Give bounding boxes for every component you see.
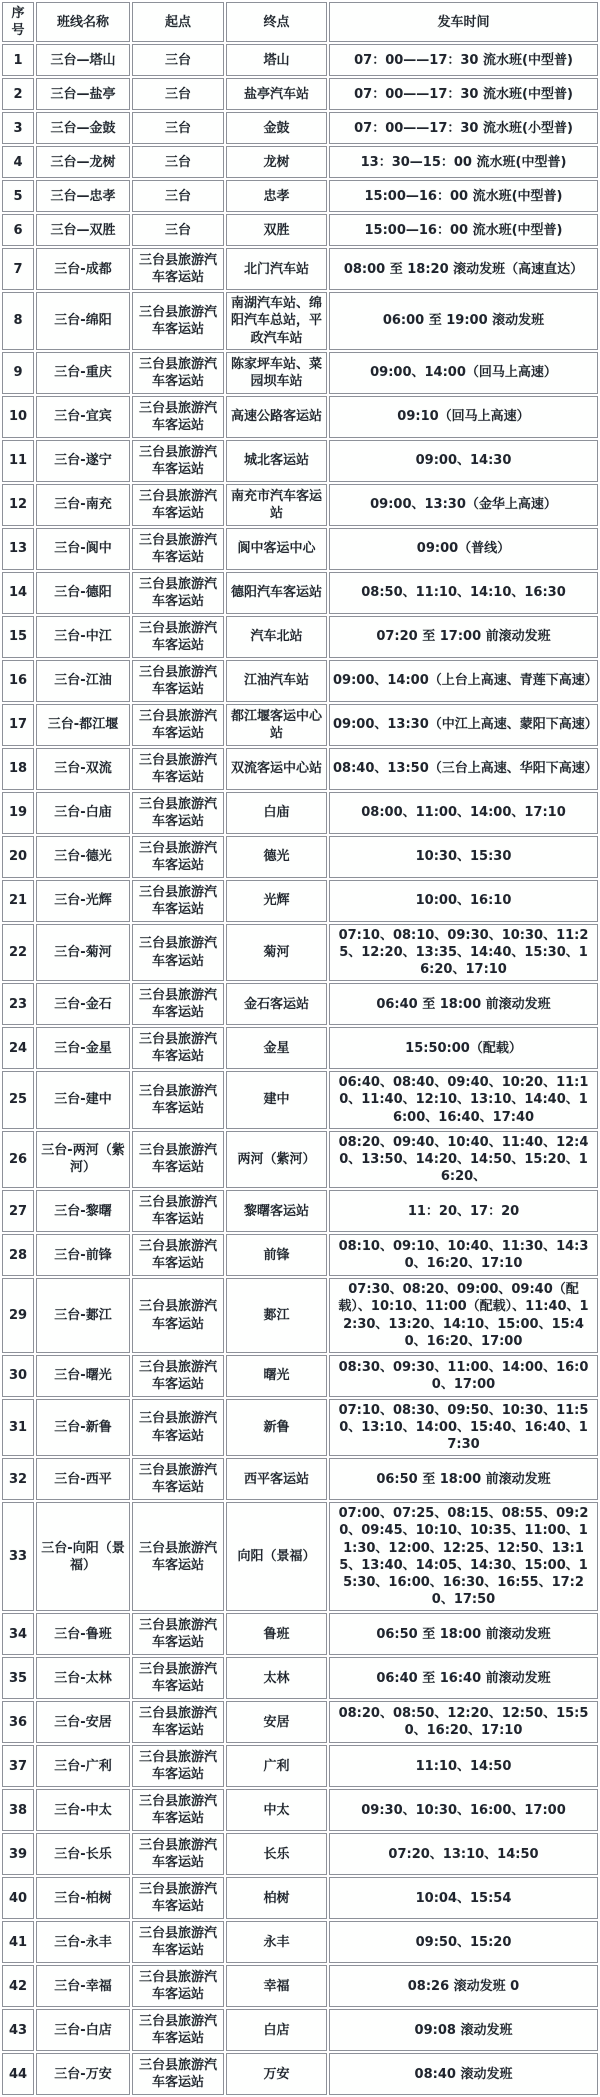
table-row [2, 2009, 598, 2051]
departure-time-cell: 07:30、08:20、09:00、09:40（配载）、10:10、11:00（配载）、11:40、12:30、13:20、14:10、15:00、15:40、16:20、17:00 [329, 1278, 598, 1353]
route-name-cell: 三台-建中 [36, 1071, 130, 1128]
row-number-cell: 10 [2, 396, 34, 438]
table-row [2, 1613, 598, 1655]
table-row [2, 983, 598, 1025]
departure-time-cell: 09:00、14:00（上台上高速、青莲下高速） [329, 660, 598, 702]
route-name-cell: 三台—盐亭 [36, 78, 130, 110]
route-name-cell: 三台-永丰 [36, 1921, 130, 1963]
row-number-cell: 27 [2, 1190, 34, 1232]
destination-cell: 西平客运站 [226, 1458, 327, 1500]
row-number-cell: 4 [2, 146, 34, 178]
row-number-cell: 36 [2, 1701, 34, 1743]
route-name-cell: 三台-中江 [36, 616, 130, 658]
destination-cell: 忠孝 [226, 180, 327, 212]
row-number-cell: 9 [2, 352, 34, 394]
table-row [2, 1071, 598, 1128]
route-name-cell: 三台-曙光 [36, 1355, 130, 1397]
table-row [2, 1278, 598, 1353]
row-number-cell: 32 [2, 1458, 34, 1500]
route-name-cell: 三台—龙树 [36, 146, 130, 178]
route-name-cell: 三台-安居 [36, 1701, 130, 1743]
destination-cell: 双流客运中心站 [226, 748, 327, 790]
destination-cell: 南充市汽车客运站 [226, 484, 327, 526]
table-row [2, 1833, 598, 1875]
departure-time-cell: 08:40、13:50（三台上高速、华阳下高速） [329, 748, 598, 790]
origin-cell: 三台县旅游汽车客运站 [132, 292, 224, 349]
table-body [2, 44, 598, 2095]
departure-time-cell: 09:10（回马上高速） [329, 396, 598, 438]
origin-cell: 三台 [132, 180, 224, 212]
origin-cell: 三台县旅游汽车客运站 [132, 748, 224, 790]
table-row [2, 2053, 598, 2095]
table-row [2, 1701, 598, 1743]
departure-time-cell: 10:00、16:10 [329, 880, 598, 922]
header-row [2, 2, 598, 42]
departure-time-cell: 07:00、07:25、08:15、08:55、09:20、09:45、10:10、10:35、11:00、11:30、12:00、12:25、12:50、13:15、13:40、14:05、14:30、15:00、15:30、16:00、16:30、16:55、17:20、17:50 [329, 1502, 598, 1611]
departure-time-cell: 08:20、09:40、10:40、11:40、12:40、13:50、14:20、14:50、15:20、16:20、 [329, 1131, 598, 1188]
departure-time-cell: 09:30、10:30、16:00、17:00 [329, 1789, 598, 1831]
origin-cell: 三台县旅游汽车客运站 [132, 352, 224, 394]
origin-cell: 三台县旅游汽车客运站 [132, 440, 224, 482]
table-row [2, 440, 598, 482]
origin-cell: 三台县旅游汽车客运站 [132, 1745, 224, 1787]
destination-cell: 都江堰客运中心站 [226, 704, 327, 746]
departure-time-cell: 11:10、14:50 [329, 1745, 598, 1787]
destination-cell: 高速公路客运站 [226, 396, 327, 438]
table-header [2, 2, 598, 42]
table-row [2, 1399, 598, 1456]
route-name-cell: 三台-光辉 [36, 880, 130, 922]
origin-cell: 三台县旅游汽车客运站 [132, 880, 224, 922]
header-departure-time: 发车时间 [329, 2, 598, 42]
destination-cell: 幸福 [226, 1965, 327, 2007]
row-number-cell: 40 [2, 1877, 34, 1919]
origin-cell: 三台 [132, 214, 224, 246]
route-name-cell: 三台-万安 [36, 2053, 130, 2095]
route-name-cell: 三台-柏树 [36, 1877, 130, 1919]
departure-time-cell: 06:40、08:40、09:40、10:20、11:10、11:40、12:10、13:10、14:40、16:00、16:40、17:40 [329, 1071, 598, 1128]
row-number-cell: 28 [2, 1234, 34, 1276]
table-row [2, 880, 598, 922]
row-number-cell: 44 [2, 2053, 34, 2095]
departure-time-cell: 08:26 滚动发班 0 [329, 1965, 598, 2007]
origin-cell: 三台县旅游汽车客运站 [132, 528, 224, 570]
destination-cell: 南湖汽车站、绵阳汽车总站，平政汽车站 [226, 292, 327, 349]
destination-cell: 光辉 [226, 880, 327, 922]
origin-cell: 三台县旅游汽车客运站 [132, 836, 224, 878]
departure-time-cell: 07:10、08:30、09:50、10:30、11:50、13:10、14:00、15:40、16:40、17:30 [329, 1399, 598, 1456]
departure-time-cell: 06:40 至 18:00 前滚动发班 [329, 983, 598, 1025]
table-row [2, 248, 598, 290]
origin-cell: 三台县旅游汽车客运站 [132, 1355, 224, 1397]
destination-cell: 鲁班 [226, 1613, 327, 1655]
departure-time-cell: 07:20 至 17:00 前滚动发班 [329, 616, 598, 658]
departure-time-cell: 08:10、09:10、10:40、11:30、14:30、16:20、17:10 [329, 1234, 598, 1276]
destination-cell: 陈家坪车站、菜园坝车站 [226, 352, 327, 394]
table-row [2, 528, 598, 570]
table-row [2, 484, 598, 526]
departure-time-cell: 10:30、15:30 [329, 836, 598, 878]
route-name-cell: 三台-鲁班 [36, 1613, 130, 1655]
origin-cell: 三台县旅游汽车客运站 [132, 616, 224, 658]
header-route-name: 班线名称 [36, 2, 130, 42]
header-serial-number: 序号 [2, 2, 34, 42]
destination-cell: 菊河 [226, 924, 327, 981]
destination-cell: 新鲁 [226, 1399, 327, 1456]
departure-time-cell: 08:20、08:50、12:20、12:50、15:50、16:20、17:10 [329, 1701, 598, 1743]
table-row [2, 792, 598, 834]
origin-cell: 三台县旅游汽车客运站 [132, 1278, 224, 1353]
row-number-cell: 1 [2, 44, 34, 76]
destination-cell: 龙树 [226, 146, 327, 178]
route-name-cell: 三台-黎曙 [36, 1190, 130, 1232]
table-row [2, 1131, 598, 1188]
departure-time-cell: 15:00—16：00 流水班(中型普) [329, 180, 598, 212]
table-row [2, 836, 598, 878]
destination-cell: 金鼓 [226, 112, 327, 144]
origin-cell: 三台 [132, 112, 224, 144]
row-number-cell: 3 [2, 112, 34, 144]
table-row [2, 44, 598, 76]
destination-cell: 两河（紫河） [226, 1131, 327, 1188]
departure-time-cell: 06:50 至 18:00 前滚动发班 [329, 1458, 598, 1500]
departure-time-cell: 06:40 至 16:40 前滚动发班 [329, 1657, 598, 1699]
row-number-cell: 43 [2, 2009, 34, 2051]
origin-cell: 三台县旅游汽车客运站 [132, 248, 224, 290]
departure-time-cell: 06:50 至 18:00 前滚动发班 [329, 1613, 598, 1655]
table-row [2, 352, 598, 394]
row-number-cell: 33 [2, 1502, 34, 1611]
route-name-cell: 三台-金星 [36, 1027, 130, 1069]
route-name-cell: 三台-宜宾 [36, 396, 130, 438]
origin-cell: 三台县旅游汽车客运站 [132, 2009, 224, 2051]
route-name-cell: 三台-两河（紫河） [36, 1131, 130, 1188]
table-row [2, 1502, 598, 1611]
origin-cell: 三台 [132, 146, 224, 178]
departure-time-cell: 07:10、08:10、09:30、10:30、11:25、12:20、13:35、14:40、15:30、16:20、17:10 [329, 924, 598, 981]
route-name-cell: 三台-菊河 [36, 924, 130, 981]
origin-cell: 三台县旅游汽车客运站 [132, 1833, 224, 1875]
origin-cell: 三台县旅游汽车客运站 [132, 1234, 224, 1276]
destination-cell: 太林 [226, 1657, 327, 1699]
route-name-cell: 三台-江油 [36, 660, 130, 702]
departure-time-cell: 09:00、13:30（中江上高速、蒙阳下高速） [329, 704, 598, 746]
row-number-cell: 22 [2, 924, 34, 981]
row-number-cell: 8 [2, 292, 34, 349]
departure-time-cell: 07：00——17：30 流水班(小型普) [329, 112, 598, 144]
origin-cell: 三台县旅游汽车客运站 [132, 2053, 224, 2095]
row-number-cell: 38 [2, 1789, 34, 1831]
origin-cell: 三台 [132, 78, 224, 110]
departure-time-cell: 13：30—15：00 流水班(中型普) [329, 146, 598, 178]
route-name-cell: 三台-长乐 [36, 1833, 130, 1875]
table-row [2, 1789, 598, 1831]
origin-cell: 三台县旅游汽车客运站 [132, 1965, 224, 2007]
origin-cell: 三台县旅游汽车客运站 [132, 1701, 224, 1743]
departure-time-cell: 07:20、13:10、14:50 [329, 1833, 598, 1875]
route-name-cell: 三台-绵阳 [36, 292, 130, 349]
table-row [2, 660, 598, 702]
row-number-cell: 26 [2, 1131, 34, 1188]
route-name-cell: 三台-前锋 [36, 1234, 130, 1276]
row-number-cell: 29 [2, 1278, 34, 1353]
origin-cell: 三台县旅游汽车客运站 [132, 792, 224, 834]
origin-cell: 三台县旅游汽车客运站 [132, 1657, 224, 1699]
origin-cell: 三台县旅游汽车客运站 [132, 704, 224, 746]
route-name-cell: 三台-中太 [36, 1789, 130, 1831]
departure-time-cell: 15:00—16：00 流水班(中型普) [329, 214, 598, 246]
destination-cell: 广利 [226, 1745, 327, 1787]
departure-time-cell: 09:08 滚动发班 [329, 2009, 598, 2051]
row-number-cell: 42 [2, 1965, 34, 2007]
route-name-cell: 三台-重庆 [36, 352, 130, 394]
table-row [2, 924, 598, 981]
departure-time-cell: 08:30、09:30、11:00、14:00、16:00、17:00 [329, 1355, 598, 1397]
route-name-cell: 三台—忠孝 [36, 180, 130, 212]
row-number-cell: 25 [2, 1071, 34, 1128]
table-row [2, 1965, 598, 2007]
table-row [2, 146, 598, 178]
departure-time-cell: 15:50:00（配载） [329, 1027, 598, 1069]
route-name-cell: 三台-西平 [36, 1458, 130, 1500]
table-row [2, 1027, 598, 1069]
destination-cell: 向阳（景福） [226, 1502, 327, 1611]
table-row [2, 1877, 598, 1919]
table-row [2, 1355, 598, 1397]
row-number-cell: 16 [2, 660, 34, 702]
row-number-cell: 6 [2, 214, 34, 246]
departure-time-cell: 08:00 至 18:20 滚动发班（高速直达） [329, 248, 598, 290]
table-row [2, 748, 598, 790]
origin-cell: 三台县旅游汽车客运站 [132, 1789, 224, 1831]
row-number-cell: 13 [2, 528, 34, 570]
destination-cell: 阆中客运中心 [226, 528, 327, 570]
destination-cell: 柏树 [226, 1877, 327, 1919]
route-name-cell: 三台-成都 [36, 248, 130, 290]
destination-cell: 白庙 [226, 792, 327, 834]
destination-cell: 塔山 [226, 44, 327, 76]
destination-cell: 双胜 [226, 214, 327, 246]
origin-cell: 三台县旅游汽车客运站 [132, 1921, 224, 1963]
row-number-cell: 23 [2, 983, 34, 1025]
route-name-cell: 三台-金石 [36, 983, 130, 1025]
row-number-cell: 2 [2, 78, 34, 110]
row-number-cell: 37 [2, 1745, 34, 1787]
row-number-cell: 14 [2, 572, 34, 614]
row-number-cell: 30 [2, 1355, 34, 1397]
row-number-cell: 39 [2, 1833, 34, 1875]
table-row [2, 1190, 598, 1232]
origin-cell: 三台县旅游汽车客运站 [132, 1877, 224, 1919]
row-number-cell: 24 [2, 1027, 34, 1069]
row-number-cell: 18 [2, 748, 34, 790]
destination-cell: 永丰 [226, 1921, 327, 1963]
row-number-cell: 34 [2, 1613, 34, 1655]
table-row [2, 704, 598, 746]
table-row [2, 180, 598, 212]
route-name-cell: 三台-白店 [36, 2009, 130, 2051]
route-name-cell: 三台-德阳 [36, 572, 130, 614]
origin-cell: 三台县旅游汽车客运站 [132, 1502, 224, 1611]
origin-cell: 三台县旅游汽车客运站 [132, 924, 224, 981]
destination-cell: 城北客运站 [226, 440, 327, 482]
destination-cell: 万安 [226, 2053, 327, 2095]
origin-cell: 三台县旅游汽车客运站 [132, 1131, 224, 1188]
destination-cell: 德阳汽车客运站 [226, 572, 327, 614]
row-number-cell: 17 [2, 704, 34, 746]
origin-cell: 三台县旅游汽车客运站 [132, 572, 224, 614]
departure-time-cell: 10:04、15:54 [329, 1877, 598, 1919]
destination-cell: 金星 [226, 1027, 327, 1069]
row-number-cell: 12 [2, 484, 34, 526]
origin-cell: 三台县旅游汽车客运站 [132, 660, 224, 702]
route-name-cell: 三台-阆中 [36, 528, 130, 570]
row-number-cell: 11 [2, 440, 34, 482]
destination-cell: 安居 [226, 1701, 327, 1743]
destination-cell: 金石客运站 [226, 983, 327, 1025]
origin-cell: 三台县旅游汽车客运站 [132, 396, 224, 438]
departure-time-cell: 08:00、11:00、14:00、17:10 [329, 792, 598, 834]
row-number-cell: 7 [2, 248, 34, 290]
origin-cell: 三台县旅游汽车客运站 [132, 484, 224, 526]
row-number-cell: 41 [2, 1921, 34, 1963]
departure-time-cell: 07：00——17：30 流水班(中型普) [329, 78, 598, 110]
table-row [2, 616, 598, 658]
route-name-cell: 三台-广利 [36, 1745, 130, 1787]
destination-cell: 曙光 [226, 1355, 327, 1397]
departure-time-cell: 09:50、15:20 [329, 1921, 598, 1963]
destination-cell: 郪江 [226, 1278, 327, 1353]
route-name-cell: 三台-德光 [36, 836, 130, 878]
row-number-cell: 19 [2, 792, 34, 834]
route-name-cell: 三台-郪江 [36, 1278, 130, 1353]
route-name-cell: 三台—金鼓 [36, 112, 130, 144]
table-row [2, 1921, 598, 1963]
destination-cell: 长乐 [226, 1833, 327, 1875]
route-name-cell: 三台-遂宁 [36, 440, 130, 482]
destination-cell: 黎曙客运站 [226, 1190, 327, 1232]
destination-cell: 盐亭汽车站 [226, 78, 327, 110]
origin-cell: 三台县旅游汽车客运站 [132, 1190, 224, 1232]
row-number-cell: 21 [2, 880, 34, 922]
destination-cell: 江油汽车站 [226, 660, 327, 702]
table-row [2, 214, 598, 246]
destination-cell: 汽车北站 [226, 616, 327, 658]
table-row [2, 78, 598, 110]
destination-cell: 北门汽车站 [226, 248, 327, 290]
origin-cell: 三台县旅游汽车客运站 [132, 1027, 224, 1069]
header-origin: 起点 [132, 2, 224, 42]
departure-time-cell: 07：00——17：30 流水班(中型普) [329, 44, 598, 76]
table-row [2, 1234, 598, 1276]
table-row [2, 292, 598, 349]
departure-time-cell: 06:00 至 19:00 滚动发班 [329, 292, 598, 349]
table-row [2, 572, 598, 614]
departure-time-cell: 09:00、14:30 [329, 440, 598, 482]
route-name-cell: 三台-新鲁 [36, 1399, 130, 1456]
destination-cell: 建中 [226, 1071, 327, 1128]
header-destination: 终点 [226, 2, 327, 42]
row-number-cell: 20 [2, 836, 34, 878]
route-name-cell: 三台-白庙 [36, 792, 130, 834]
departure-time-cell: 09:00、13:30（金华上高速） [329, 484, 598, 526]
departure-time-cell: 08:40 滚动发班 [329, 2053, 598, 2095]
origin-cell: 三台县旅游汽车客运站 [132, 1399, 224, 1456]
departure-time-cell: 09:00（普线） [329, 528, 598, 570]
departure-time-cell: 08:50、11:10、14:10、16:30 [329, 572, 598, 614]
origin-cell: 三台县旅游汽车客运站 [132, 1613, 224, 1655]
row-number-cell: 15 [2, 616, 34, 658]
route-name-cell: 三台-太林 [36, 1657, 130, 1699]
route-name-cell: 三台-向阳（景福） [36, 1502, 130, 1611]
route-name-cell: 三台—双胜 [36, 214, 130, 246]
route-name-cell: 三台-南充 [36, 484, 130, 526]
origin-cell: 三台县旅游汽车客运站 [132, 983, 224, 1025]
table-row [2, 1745, 598, 1787]
route-name-cell: 三台—塔山 [36, 44, 130, 76]
origin-cell: 三台县旅游汽车客运站 [132, 1071, 224, 1128]
destination-cell: 前锋 [226, 1234, 327, 1276]
row-number-cell: 5 [2, 180, 34, 212]
table-row [2, 1458, 598, 1500]
destination-cell: 白店 [226, 2009, 327, 2051]
route-name-cell: 三台-双流 [36, 748, 130, 790]
origin-cell: 三台县旅游汽车客运站 [132, 1458, 224, 1500]
row-number-cell: 35 [2, 1657, 34, 1699]
departure-time-cell: 09:00、14:00（回马上高速） [329, 352, 598, 394]
departure-time-cell: 11：20、17：20 [329, 1190, 598, 1232]
destination-cell: 德光 [226, 836, 327, 878]
table-row [2, 1657, 598, 1699]
route-name-cell: 三台-幸福 [36, 1965, 130, 2007]
destination-cell: 中太 [226, 1789, 327, 1831]
origin-cell: 三台 [132, 44, 224, 76]
table-row [2, 112, 598, 144]
table-row [2, 396, 598, 438]
route-name-cell: 三台-都江堰 [36, 704, 130, 746]
row-number-cell: 31 [2, 1399, 34, 1456]
